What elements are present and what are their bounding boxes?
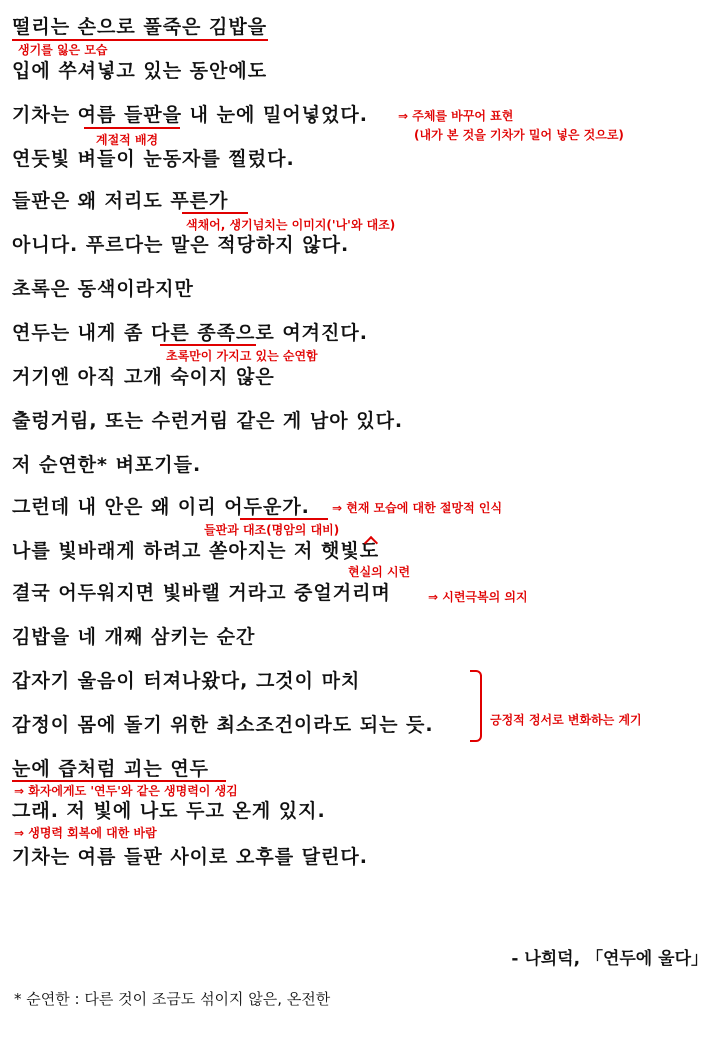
footnote: * 순연한 : 다른 것이 조금도 섞이지 않은, 온전한 (14, 990, 331, 1008)
poem-line-2: 입에 쑤셔넣고 있는 동안에도 (12, 60, 268, 82)
attribution: - 나희덕, 「연두에 울다」 (511, 949, 708, 969)
poem-line-13: 나를 빛바래게 하려고 쏟아지는 저 햇빛도 (12, 540, 380, 562)
annotation-4: 색채어, 생기넘치는 이미지('나'와 대조) (186, 218, 396, 232)
poem-line-6: 아니다. 푸르다는 말은 적당하지 않다. (12, 234, 350, 256)
annotation-9: ⇒ 시련극복의 의지 (428, 590, 528, 604)
underline-dareun-jongjok (160, 344, 256, 346)
poem-line-3: 기차는 여름 들판을 내 눈에 밀어넣었다. (12, 104, 368, 126)
annotation-11: ⇒ 화자에게도 '연두'와 같은 생명력이 생김 (14, 784, 238, 798)
poem-line-20: 기차는 여름 들판 사이로 오후를 달린다. (12, 846, 368, 868)
bracket-mark (470, 670, 482, 742)
poem-line-18: 눈에 즙처럼 괴는 연두 (12, 758, 210, 780)
poem-line-10: 출렁거림, 또는 수런거림 같은 게 남아 있다. (12, 410, 404, 432)
poem-line-5: 들판은 왜 저리도 푸른가 (12, 190, 229, 212)
annotation-8: 현실의 시련 (348, 565, 411, 579)
annotation-6: ⇒ 현재 모습에 대한 절망적 인식 (332, 501, 503, 515)
annotation-7: 들판과 대조(명암의 대비) (204, 523, 340, 537)
annotation-2: ⇒ 주체를 바꾸어 표현 (398, 109, 514, 123)
poem-line-8: 연두는 내게 좀 다른 종족으로 여겨진다. (12, 322, 368, 344)
poem-line-17: 감정이 몸에 돌기 위한 최소조건이라도 되는 듯. (12, 714, 434, 736)
annotation-5: 초록만이 가지고 있는 순연함 (166, 349, 318, 363)
annotation-12: ⇒ 생명력 회복에 대한 바람 (14, 826, 157, 840)
poem-line-15: 김밥을 네 개째 삼키는 순간 (12, 626, 256, 648)
poem-line-12: 그런데 내 안은 왜 이리 어두운가. (12, 496, 310, 518)
poem-line-11: 저 순연한* 벼포기들. (12, 454, 202, 476)
annotation-3: 계절적 배경 (96, 133, 159, 147)
underline-eoduunga (240, 518, 328, 520)
poem-line-4: 연둣빛 벼들이 눈동자를 찔렀다. (12, 148, 295, 170)
poem-line-9: 거기엔 아직 고개 숙이지 않은 (12, 366, 275, 388)
poem-line-1: 떨리는 손으로 풀죽은 김밥을 (12, 16, 268, 38)
annotation-10: 긍정적 정서로 변화하는 계기 (490, 713, 642, 727)
underline-yeoreum-deulpan (84, 127, 180, 129)
underline-pureunga (182, 212, 248, 214)
underline-line-18 (12, 780, 226, 782)
poem-line-19: 그래. 저 빛에 나도 두고 온게 있지. (12, 800, 326, 822)
annotation-1: 생기를 잃은 모습 (18, 43, 108, 57)
poem-line-14: 결국 어두워지면 빛바랠 거라고 중얼거리며 (12, 582, 391, 604)
poem-line-7: 초록은 동색이라지만 (12, 278, 194, 300)
underline-line-1 (12, 39, 268, 41)
annotation-2b: (내가 본 것을 기차가 밀어 넣은 것으로) (414, 128, 624, 142)
poem-line-16: 갑자기 울음이 터져나왔다, 그것이 마치 (12, 670, 361, 692)
